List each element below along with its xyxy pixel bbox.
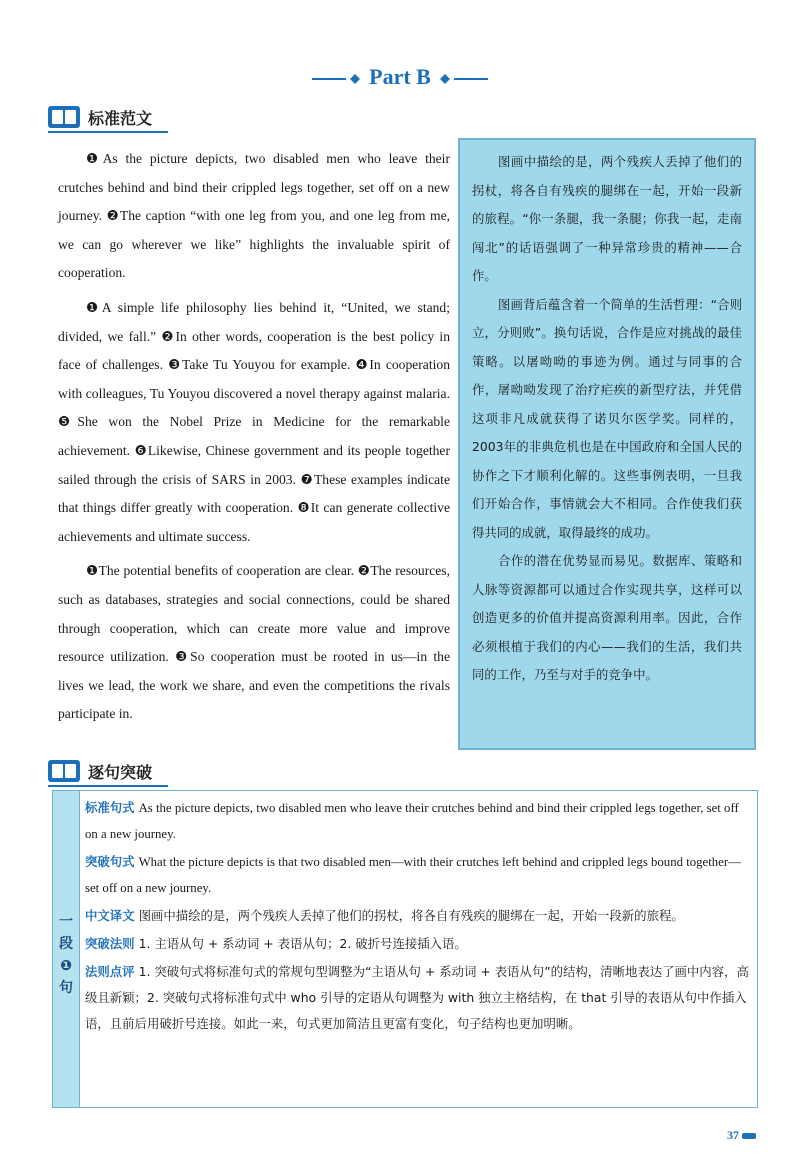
row-rule: 突破法则 1. 主语从句 + 系动词 + 表语从句；2. 破折号连接插入语。 [85,936,467,951]
title-deco-right [440,74,450,84]
cn-paragraph: 图画中描绘的是，两个残疾人丢掉了他们的拐杖，将各自有残疾的腿绑在一起，开始一段新的旅程。“你一条腿，我一条腿；你我一起，走南闯北”的话语强调了一种异常珍贵的精神——合作。 [472,154,742,283]
part-title [0,64,800,90]
section-heading-breakdown [48,758,152,784]
row-translation: 中文译文 图画中描绘的是，两个残疾人丢掉了他们的拐杖，将各自有残疾的腿绑在一起，开始一段新的旅程。 [85,908,684,923]
side-label-text: 一段❶句 [59,914,73,996]
title-deco-left [350,74,360,84]
cn-paragraph: 合作的潜在优势显而易见。数据库、策略和人脉等资源都可以通过合作实现共享，这样可以创造更多的价值并提高资源利用率。因此，合作必须根植于我们的内心——我们的生活，我们共同的工作，乃至与对手的竞争中。 [472,553,742,682]
book-icon [48,106,80,128]
section-label: 标准范文 [88,108,153,128]
row-comment: 法则点评 1. 突破句式将标准句式的常规句型调整为“主语从句 + 系动词 + 表语从句”的结构，清晰地表达了画中内容，高级且新颖；2. 突破句式将标准句式中 who 引导的定语从句调整为 with 独立主格结构，在 that 引导的表语从句中作插入语，且前后用破折号连接。如此一来，句式更加简洁且更富有变化，句子结构也更加明晰。 [85,964,749,1031]
side-label [53,791,80,1107]
cn-paragraph: 图画背后蕴含着一个简单的生活哲理：“合则立，分则败”。换句话说，合作是应对挑战的最佳策略。以屠呦呦的事迹为例。通过与同事的合作，屠呦呦发现了治疗疟疾的新型疗法，并凭借这项非凡成就获得了诺贝尔医学奖。同样的，2003年的非典危机也是在中国政府和全国人民的协作之下才顺利化解的。这些事例表明，一旦我们开始合作，事情就会大不相同。合作使我们获得共同的成就，取得最终的成功。 [472,296,742,540]
chinese-translation-box [458,138,756,750]
book-icon [48,760,80,782]
section-heading-model [48,104,152,130]
title-line-left [312,78,346,80]
essay-paragraph: ❶A simple life philosophy lies behind it, “United, we stand; divided, we fall.” ❷In other words, cooperation is the best policy in face of challenges. ❸Take Tu Youyou for example. ❹In cooperation with colleagues, Tu Youyou discovered a novel therapy against malaria. ❺She won the Nobel Prize in Medicine for the remarkable achievement. ❻Likewise, Chinese government and its people together sailed through the crisis of SARS in 2003. ❼These examples indicate that things differ greatly with cooperation. ❽It can generate collective achievements and ultimate success. [58,299,450,544]
row-standard: 标准句式 As the picture depicts, two disabled men who leave their crutches behind and bind their crippled legs together, set off on a new journey. [85,800,739,841]
section-label: 逐句突破 [88,762,153,782]
essay-english [58,145,450,735]
title-line-right [454,78,488,80]
essay-paragraph: ❶As the picture depicts, two disabled men who leave their crutches behind and bind their crippled legs together, set off on a new journey. ❷The caption “with one leg from you, and one leg from me, we can go wherever we like” highlights the invaluable spirit of cooperation. [58,151,450,281]
part-title-text: Part B [369,64,431,89]
row-breakthrough: 突破句式 What the picture depicts is that two disabled men—with their crutches left behind and crippled legs bound together—set off on a new journey. [85,854,741,895]
sentence-breakdown-table [52,790,758,1108]
essay-paragraph: ❶The potential benefits of cooperation are clear. ❷The resources, such as databases, strategies and social connections, could be shared through cooperation, which can create more value and improve resource utilization. ❸So cooperation must be rooted in us—in the lives we lead, the work we share, and even the competitions the rivals participate in. [58,563,450,722]
page-number: 37 [727,1128,756,1143]
